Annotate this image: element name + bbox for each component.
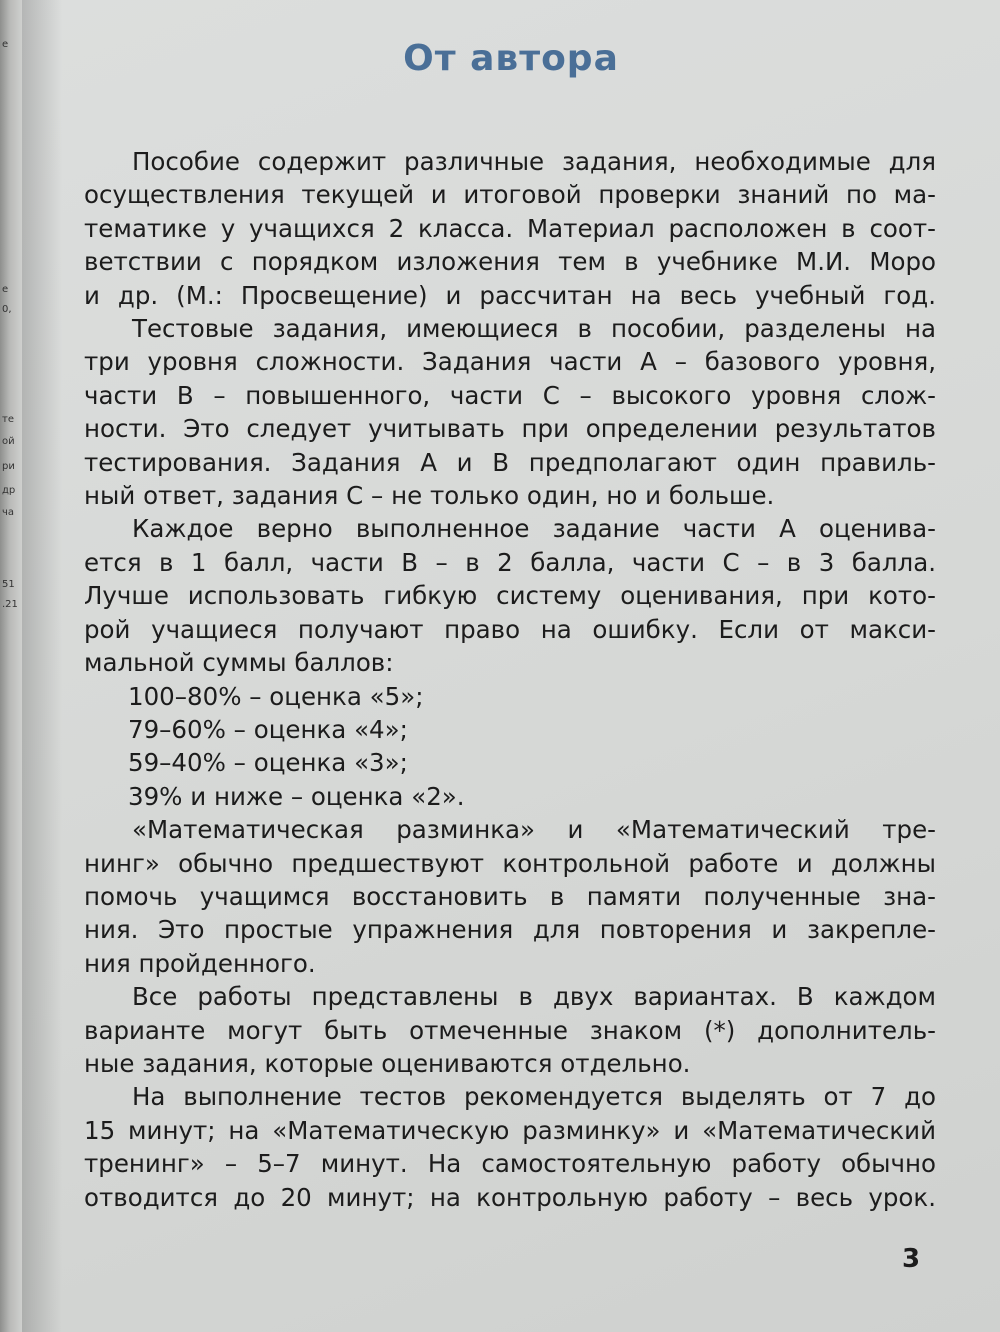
text-line: отводится до 20 минут; на контрольную работу – весь урок. xyxy=(84,1182,936,1212)
edge-fragment: др xyxy=(2,485,16,496)
text-line: тематике у учащихся 2 класса. Материал расположен в соот- xyxy=(84,213,936,243)
page-title: От автора xyxy=(403,38,619,79)
text-line: ные задания, которые оцениваются отдельно. xyxy=(84,1048,691,1078)
text-line: мальной суммы баллов: xyxy=(84,648,394,678)
edge-fragment: 51 xyxy=(2,579,15,590)
body-text xyxy=(84,145,936,1214)
edge-fragment: ча xyxy=(2,507,15,518)
text-line: 15 минут; на «Математическую разминку» и «Математический xyxy=(84,1115,936,1145)
text-line: ности. Это следует учитывать при определении результатов xyxy=(84,414,936,444)
grade-item: 100–80% – оценка «5»; xyxy=(128,681,424,711)
text-line: и др. (М.: Просвещение) и рассчитан на весь учебный год. xyxy=(84,280,936,310)
edge-fragment: 0, xyxy=(2,304,12,315)
edge-fragment: те xyxy=(2,414,14,425)
text-line: тестирования. Задания А и В предполагают один правиль- xyxy=(84,447,936,477)
text-line: «Математическая разминка» и «Математический тре- xyxy=(132,815,936,845)
grade-item: 59–40% – оценка «3»; xyxy=(128,748,408,778)
text-line: ния пройденного. xyxy=(84,948,316,978)
text-line: части В – повышенного, части С – высокого уровня слож- xyxy=(84,380,936,410)
text-line: Все работы представлены в двух вариантах. В каждом xyxy=(132,982,936,1012)
text-line: нинг» обычно предшествуют контрольной работе и должны xyxy=(84,848,936,878)
text-line: ния. Это простые упражнения для повторения и закрепле- xyxy=(84,915,936,945)
text-line: Каждое верно выполненное задание части А оценива- xyxy=(132,514,936,544)
text-line: ный ответ, задания С – не только один, но и больше. xyxy=(84,481,775,511)
text-line: Пособие содержит различные задания, необходимые для xyxy=(132,147,936,176)
book-page xyxy=(22,0,1000,1332)
text-line: Тестовые задания, имеющиеся в пособии, разделены на xyxy=(132,314,936,344)
edge-fragment: е xyxy=(2,284,9,295)
text-line: тренинг» – 5–7 минут. На самостоятельную работу обычно xyxy=(84,1149,936,1179)
edge-fragment: е xyxy=(2,39,9,50)
text-line: ется в 1 балл, части В – в 2 балла, части С – в 3 балла. xyxy=(84,547,936,577)
edge-fragment: ри xyxy=(2,461,15,472)
edge-fragment: ой xyxy=(2,436,15,447)
grade-item: 79–60% – оценка «4»; xyxy=(128,714,408,744)
text-line: На выполнение тестов рекомендуется выделять от 7 до xyxy=(132,1082,936,1112)
text-line: помочь учащимся восстановить в памяти полученные зна- xyxy=(84,881,936,911)
gutter-shadow xyxy=(22,0,62,1332)
grade-item: 39% и ниже – оценка «2». xyxy=(128,781,465,811)
text-line: три уровня сложности. Задания части А – базового уровня, xyxy=(84,347,936,377)
text-line: осуществления текущей и итоговой проверки знаний по ма- xyxy=(84,180,936,210)
page-number: 3 xyxy=(902,1244,921,1274)
text-line: ветствии с порядком изложения тем в учебнике М.И. Моро xyxy=(84,247,936,277)
text-line: рой учащиеся получают право на ошибку. Если от макси- xyxy=(84,614,936,644)
text-line: Лучше использовать гибкую систему оценивания, при кото- xyxy=(84,581,936,611)
text-line: варианте могут быть отмеченные знаком (*) дополнитель- xyxy=(84,1015,936,1045)
edge-fragment: .21 xyxy=(2,599,18,610)
adjacent-page-edge xyxy=(0,0,22,1332)
